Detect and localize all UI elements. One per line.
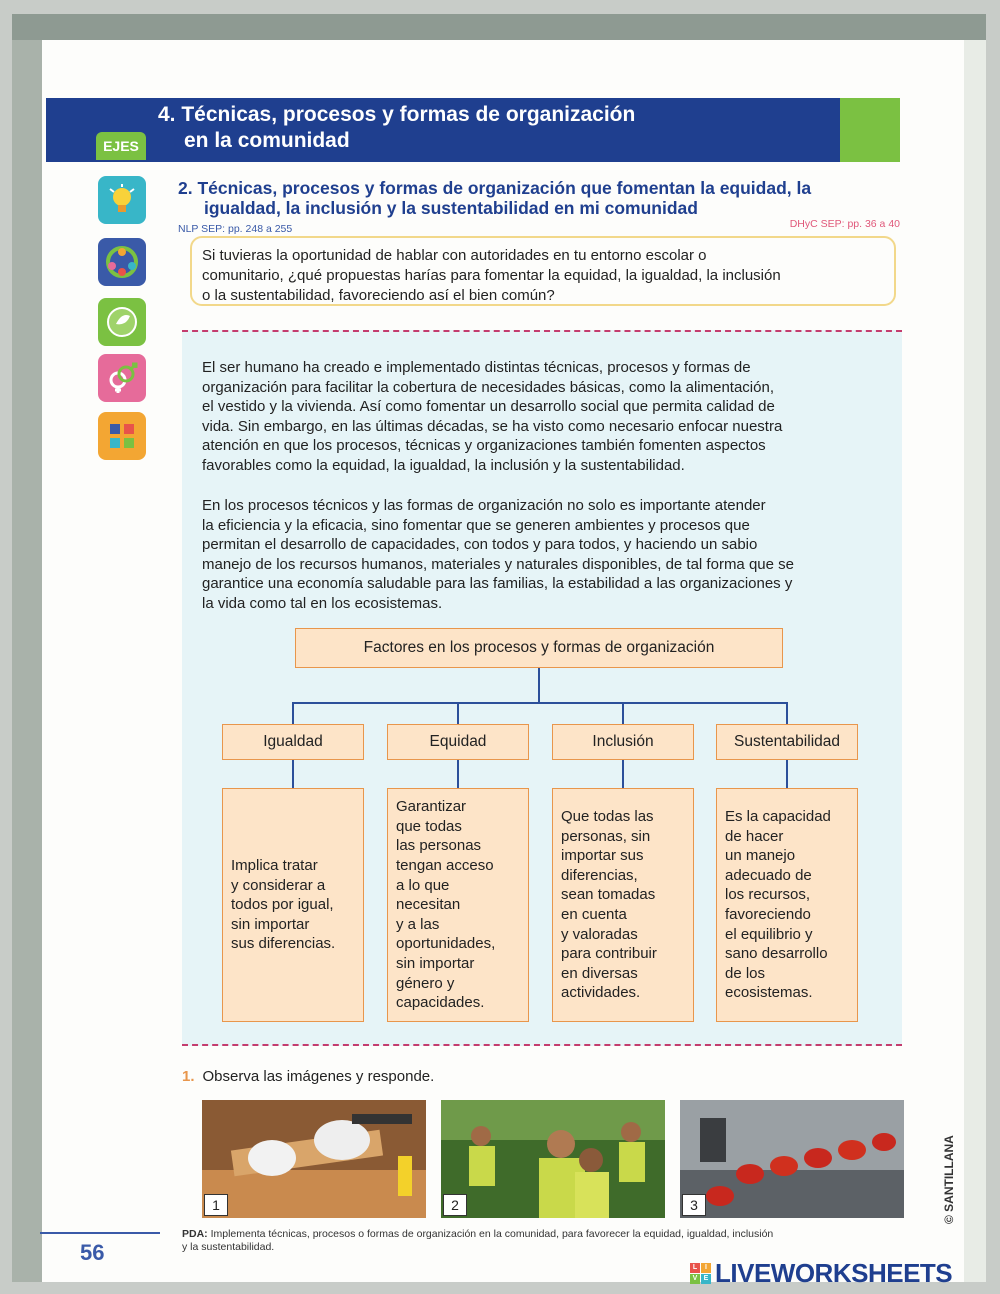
liveworksheets-text: LIVEWORKSHEETS [715,1257,953,1288]
description-inclusion: Que todas las personas, sin importar sus diferencias, sean tomadas en cuenta y valoradas para contribuir en diversas actividades. [552,788,694,1022]
description-sustentabilidad: Es la capacidad de hacer un manejo adecuado de los recursos, favoreciendo el equilibrio y sano desarrollo de los ecosistemas. [716,788,858,1022]
worksheet-page [12,14,986,1282]
connector-line [457,702,459,724]
liveworksheets-watermark [690,1258,952,1288]
gender-icon [98,354,146,402]
connector-line [292,702,786,704]
community-icon [98,238,146,286]
category-equidad: Equidad [387,724,529,760]
category-sustentabilidad: Sustentabilidad [716,724,858,760]
section-subtitle: 2. Técnicas, procesos y formas de organización que fomentan la equidad, la igualdad, la inclusión y la sustentabilidad en mi comunidad [178,178,812,218]
lightbulb-icon [98,176,146,224]
scan-top-border [12,14,986,40]
connector-line [622,760,624,788]
reflection-question: Si tuvieras la oportunidad de hablar con autoridades en tu entorno escolar o comunitario, ¿qué propuestas harías para fomentar la equidad, la igualdad, la inclusión o la sustentabilidad, favoreciendo así el bien común? [190,236,896,306]
connector-line [292,760,294,788]
connector-line [538,668,540,702]
ejes-label: EJES [96,132,146,160]
paragraph-2: En los procesos técnicos y las formas de organización no solo es importante atender la eficiencia y la eficacia, sino fomentar que se generen ambientes y procesos que permitan el desarrollo de capacidades, con todos y para todos, y haciendo un sabio manejo de los recursos humanos, materiales y naturales disponibles, de tal forma que se garantice una economía saludable para las familias, la estabilidad a las organizaciones y la vida como tal en los ecosistemas. [202,497,794,612]
photo-carpentry [202,1100,426,1218]
footer-divider [40,1232,160,1234]
connector-line [292,702,294,724]
photo-volunteers [441,1100,665,1218]
description-igualdad: Implica tratar y considerar a todos por igual, sin importar sus diferencias. [222,788,364,1022]
pda-note: PDA: Implementa técnicas, procesos o formas de organización en la comunidad, para favorecer la equidad, igualdad, inclusión y la sustentabilidad. [182,1228,774,1253]
dhyc-reference: DHyC SEP: pp. 36 a 40 [789,218,900,230]
connector-line [457,760,459,788]
chapter-header [46,98,900,162]
photo-label-2: 2 [443,1194,467,1216]
leaf-icon [98,298,146,346]
photo-label-3: 3 [682,1194,706,1216]
liveworksheets-logo: L I V E [690,1263,711,1284]
chapter-title: 4. Técnicas, procesos y formas de organización en la comunidad [158,103,636,152]
photo-label-1: 1 [204,1194,228,1216]
connector-line [622,702,624,724]
photo-production-line [680,1100,904,1218]
header-accent [840,98,900,162]
scan-right-border [964,40,986,1282]
puzzle-icon [98,412,146,460]
category-igualdad: Igualdad [222,724,364,760]
scan-left-border [12,40,42,1282]
page-number: 56 [80,1240,105,1265]
description-equidad: Garantizar que todas las personas tengan acceso a lo que necesitan y a las oportunidades, sin importar género y capacidades. [387,788,529,1022]
connector-line [786,702,788,724]
exercise-prompt: 1. Observa las imágenes y responde. [182,1068,435,1085]
nlp-reference: NLP SEP: pp. 248 a 255 [178,223,293,235]
content-panel [182,330,902,1046]
category-inclusion: Inclusión [552,724,694,760]
paragraph-1: El ser humano ha creado e implementado distintas técnicas, procesos y formas de organización para facilitar la cobertura de necesidades básicas, como la alimentación, el vestido y la vivienda. Así como fomentar un desarrollo social que permita calidad de vida. Sin embargo, en las últimas décadas, se ha visto como necesario enfocar nuestra atención en que los procesos, técnicas y organizaciones también fomenten aspectos favorables como la equidad, la igualdad, la inclusión y la sustentabilidad. [202,359,783,474]
diagram-title: Factores en los procesos y formas de organización [295,628,783,668]
connector-line [786,760,788,788]
copyright-notice: © SANTILLANA [942,1135,956,1224]
